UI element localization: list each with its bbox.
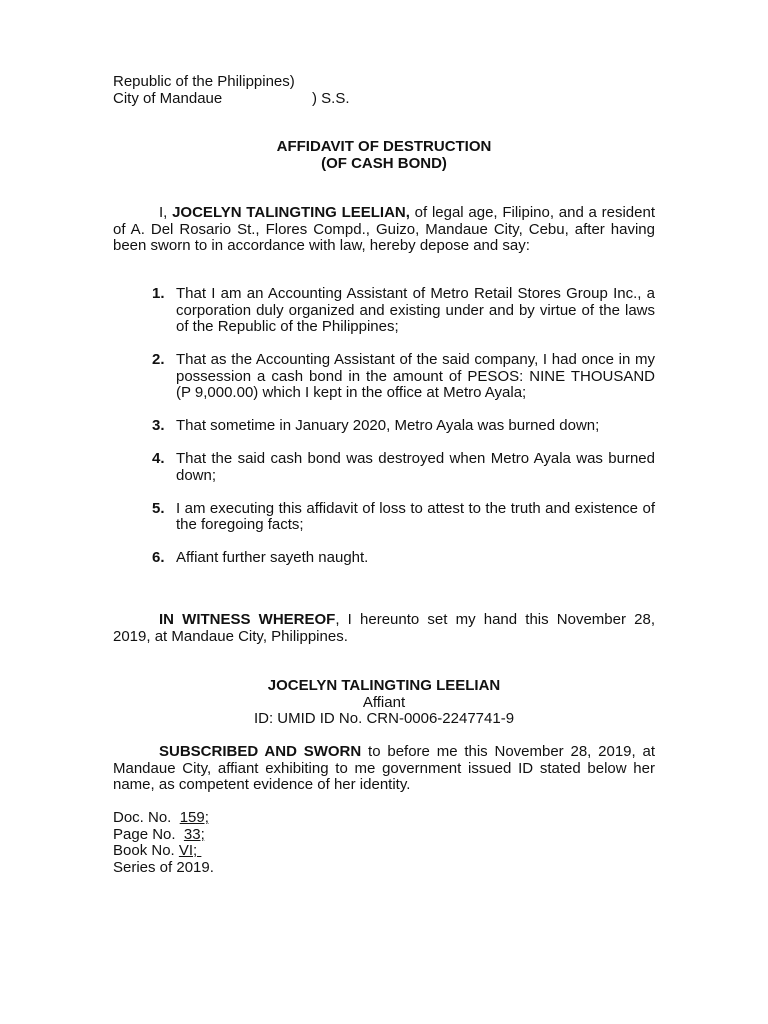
witness-text: , I hereunto set my hand this November 28, 2019, at Mandaue City, Philippines.	[113, 611, 655, 645]
item-number: 3.	[152, 417, 165, 434]
list-item	[152, 286, 655, 336]
title-main: AFFIDAVIT OF DESTRUCTION	[276, 138, 492, 155]
item-number: 5.	[152, 499, 165, 517]
doc-label: Doc. No.	[113, 809, 180, 826]
page-label: Page No.	[113, 825, 184, 843]
intro-paragraph	[113, 205, 655, 255]
series-row: Series of 2019.	[113, 858, 214, 876]
page-number-row	[113, 827, 214, 844]
item-text: Affiant further sayeth naught.	[176, 549, 369, 566]
jurat-lead: SUBSCRIBED AND SWORN	[159, 743, 362, 760]
item-number: 1.	[152, 285, 165, 302]
title-sub: (OF CASH BOND)	[321, 154, 447, 172]
numbered-items	[152, 286, 655, 583]
venue-city: City of Mandaue	[113, 89, 223, 107]
witness-paragraph	[113, 612, 655, 645]
affiant-role: Affiant	[362, 693, 406, 711]
doc-number-row	[113, 810, 214, 827]
item-text: That I am an Accounting Assistant of Metro Retail Stores Group Inc., a corporation duly organized and existing under and by virtue of the laws of the Republic of the Philippines;	[176, 285, 655, 335]
list-item	[152, 352, 655, 402]
list-item	[152, 501, 655, 534]
page-value: 33;	[183, 825, 205, 843]
item-text: I am executing this affidavit of loss to attest to the truth and existence of the foregoing facts;	[176, 499, 655, 533]
item-text: That sometime in January 2020, Metro Ayala was burned down;	[176, 417, 600, 434]
venue-header	[113, 74, 350, 107]
affiant-name	[113, 678, 655, 695]
document-title	[113, 139, 655, 172]
item-number: 6.	[152, 549, 165, 566]
jurat-paragraph	[113, 744, 655, 794]
affiant-id: ID: UMID ID No. CRN-0006-2247741-9	[253, 710, 515, 727]
list-item	[152, 418, 655, 435]
venue-line-republic: Republic of the Philippines)	[113, 73, 295, 90]
book-label: Book No.	[113, 842, 179, 859]
doc-value: 159;	[179, 809, 209, 826]
item-number: 4.	[152, 450, 165, 467]
intro-prefix: I,	[159, 204, 173, 221]
venue-line-city	[113, 91, 350, 108]
affiant-name-intro: JOCELYN TALINGTING LEELIAN,	[172, 204, 410, 221]
book-number-row	[113, 843, 214, 860]
jurat-text: to before me this November 28, 2019, at Mandaue City, affiant exhibiting to me government issued ID stated below her name, as competent evidence of her identity.	[113, 743, 655, 793]
intro-text: of legal age, Filipino, and a resident of A. Del Rosario St., Flores Compd., Guizo, Mandaue City, Cebu, after having been sworn to in accordance with law, hereby depose and say:	[113, 204, 655, 254]
list-item	[152, 550, 655, 567]
list-item	[152, 451, 655, 484]
item-text: That as the Accounting Assistant of the said company, I had once in my possession a cash bond in the amount of PESOS: NINE THOUSAND (P 9,000.00) which I kept in the office at Metro Ayala;	[176, 351, 655, 401]
item-number: 2.	[152, 351, 165, 368]
item-text: That the said cash bond was destroyed when Metro Ayala was burned down;	[176, 450, 655, 484]
book-value: VI;	[178, 842, 202, 859]
affiant-signature-block	[113, 678, 655, 728]
affiant-name-text: JOCELYN TALINGTING LEELIAN	[267, 677, 501, 694]
venue-ss: ) S.S.	[312, 89, 350, 107]
witness-lead: IN WITNESS WHEREOF	[159, 611, 336, 628]
notarial-register	[113, 810, 214, 876]
